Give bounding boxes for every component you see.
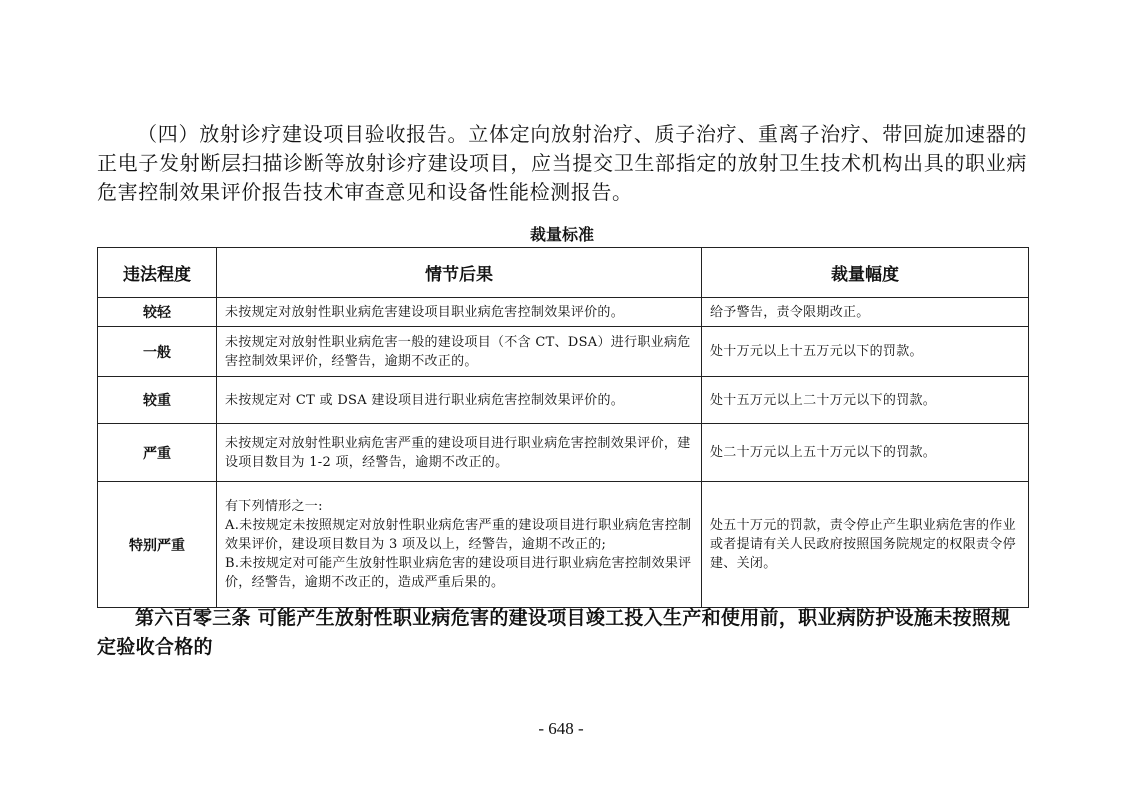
circumstance-line: 未按规定对放射性职业病危害建设项目职业病危害控制效果评价的。 bbox=[225, 304, 625, 320]
table-header-row bbox=[98, 248, 1029, 298]
table-caption: 裁量标准 bbox=[529, 225, 594, 244]
article-paragraph bbox=[97, 604, 1027, 662]
intro-paragraph-text: （四）放射诊疗建设项目验收报告。立体定向放射治疗、质子治疗、重离子治疗、带回旋加速器的正电子发射断层扫描诊断等放射诊疗建设项目，应当提交卫生部指定的放射卫生技术机构出具的职业病危害控制效果评价报告技术审查意见和设备性能检测报告。 bbox=[97, 122, 1027, 204]
row-circumstance bbox=[217, 424, 702, 482]
article-paragraph-text: 第六百零三条 可能产生放射性职业病危害的建设项目竣工投入生产和使用前，职业病防护设施未按照规定验收合格的 bbox=[97, 607, 1011, 658]
row-level: 特别严重 bbox=[98, 482, 217, 608]
circumstance-line: 有下列情形之一: bbox=[225, 499, 323, 514]
row-penalty: 给予警告，责令限期改正。 bbox=[702, 298, 1029, 327]
header-level: 违法程度 bbox=[98, 248, 217, 298]
table-row bbox=[98, 327, 1029, 377]
row-penalty: 处二十万元以上五十万元以下的罚款。 bbox=[702, 424, 1029, 482]
intro-paragraph bbox=[97, 120, 1027, 207]
table-row bbox=[98, 482, 1029, 608]
row-level: 较重 bbox=[98, 377, 217, 424]
circumstance-line: A.未按规定未按照规定对放射性职业病危害严重的建设项目进行职业病危害控制效果评价，建设项目数目为 3 项及以上，经警告，逾期不改正的; bbox=[225, 518, 692, 552]
row-circumstance bbox=[217, 298, 702, 327]
page-number: - 648 - bbox=[538, 719, 584, 738]
row-circumstance bbox=[217, 482, 702, 608]
table-row bbox=[98, 424, 1029, 482]
circumstance-line: 未按规定对放射性职业病危害一般的建设项目（不含 CT、DSA）进行职业病危害控制效果评价，经警告，逾期不改正的。 bbox=[225, 334, 691, 369]
row-penalty: 处十万元以上十五万元以下的罚款。 bbox=[702, 327, 1029, 377]
header-penalty: 裁量幅度 bbox=[702, 248, 1029, 298]
header-circumstance: 情节后果 bbox=[217, 248, 702, 298]
row-circumstance bbox=[217, 327, 702, 377]
row-level: 较轻 bbox=[98, 298, 217, 327]
row-penalty: 处五十万元的罚款，责令停止产生职业病危害的作业或者提请有关人民政府按照国务院规定的权限责令停建、关闭。 bbox=[702, 482, 1029, 608]
penalty-standard-table bbox=[97, 247, 1029, 608]
table-row bbox=[98, 377, 1029, 424]
row-level: 严重 bbox=[98, 424, 217, 482]
row-level: 一般 bbox=[98, 327, 217, 377]
row-penalty: 处十五万元以上二十万元以下的罚款。 bbox=[702, 377, 1029, 424]
circumstance-line: 未按规定对放射性职业病危害严重的建设项目进行职业病危害控制效果评价，建设项目数目为 1-2 项，经警告，逾期不改正的。 bbox=[225, 435, 691, 470]
table-row bbox=[98, 298, 1029, 327]
circumstance-line: B.未按规定对可能产生放射性职业病危害的建设项目进行职业病危害控制效果评价，经警告，逾期不改正的，造成严重后果的。 bbox=[225, 556, 692, 590]
circumstance-line: 未按规定对 CT 或 DSA 建设项目进行职业病危害控制效果评价的。 bbox=[225, 392, 625, 408]
row-circumstance bbox=[217, 377, 702, 424]
